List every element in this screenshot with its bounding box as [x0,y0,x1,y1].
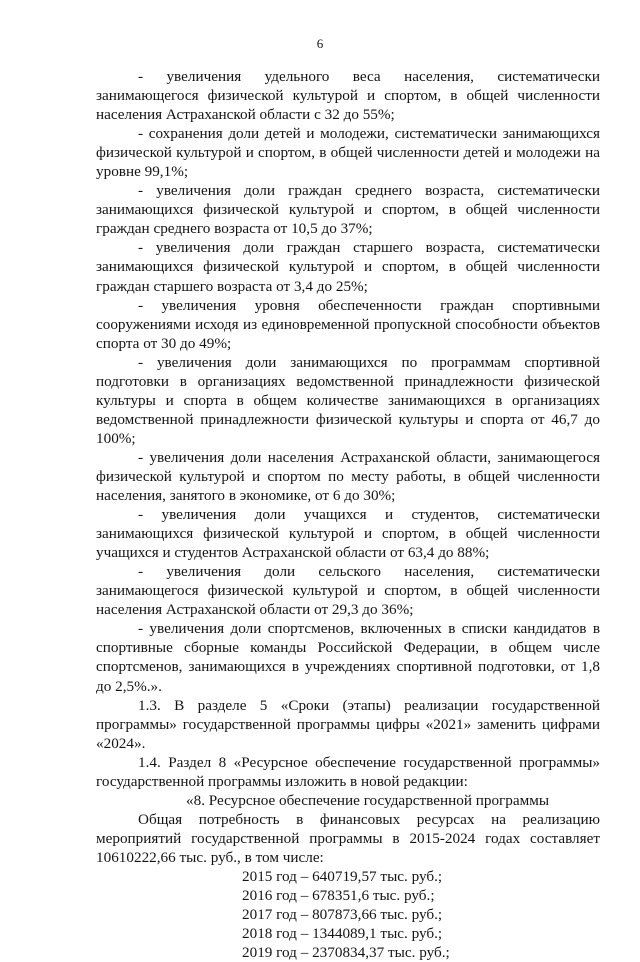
paragraph-target-senior-share: - увеличения доли граждан старшего возраста, систематически занимающихся физической культурой и спортом, в общей численности граждан старшего возраста от 3,4 до 25%; [96,239,600,295]
funding-amount-2018: 2018 год – 1344089,1 тыс. руб.; [242,925,443,943]
paragraph-target-rural-share: - увеличения доли сельского населения, систематически занимающегося физической культурой и спортом, в общей численности населения Астраханской области от 29,3 до 36%; [96,563,600,619]
paragraph-target-workplace-sports: - увеличения доли населения Астраханской области, занимающегося физической культурой и спортом по месту работы, в общей численности населения, занятого в экономике, от 6 до 30%; [96,448,600,505]
paragraph-amendment-1-4: 1.4. Раздел 8 «Ресурсное обеспечение государственной программы» государственной программы изложить в новой редакции: [96,753,600,790]
funding-amount-2015: 2015 год – 640719,57 тыс. руб.; [242,867,443,885]
funding-amount-2017: 2017 год – 807873,66 тыс. руб.; [242,906,443,924]
funding-by-year-list [96,867,600,962]
paragraph-target-middle-age-share: - увеличения доли граждан среднего возраста, систематически занимающихся физической культурой и спортом, в общей численности граждан среднего возраста от 10,5 до 37%; [96,182,600,238]
page-number: 6 [316,36,324,51]
paragraph-amendment-1-3: 1.3. В разделе 5 «Сроки (этапы) реализации государственной программы» государственной программы цифры «2021» заменить цифрами «2024». [96,696,600,752]
funding-amount-2019: 2019 год – 2370834,37 тыс. руб.; [242,944,450,962]
paragraph-target-national-teams: - увеличения доли спортсменов, включенных в списки кандидатов в спортивные сборные команды Российской Федерации, в общем числе спортсменов, занимающихся в учреждениях спортивной подготовки, от 1,8 до 2,5%.». [96,620,600,695]
paragraph-target-population-share: - увеличения удельного веса населения, систематически занимающегося физической культурой и спортом, в общей численности населения Астраханской области с 32 до 55%; [96,68,600,124]
funding-amount-2016: 2016 год – 678351,6 тыс. руб.; [242,887,435,905]
paragraph-target-youth-share: - сохранения доли детей и молодежи, систематически занимающихся физической культурой и спортом, в общей численности детей и молодежи на уровне 99,1%; [96,125,600,181]
paragraph-target-sports-training: - увеличения доли занимающихся по программам спортивной подготовки в организациях ведомственной принадлежности физической культуры и спорта в общем количестве занимающихся в организациях ведомственной принадлежности физической культуры и спорта от 46,7 до 100%; [96,353,600,447]
section-heading: «8. Ресурсное обеспечение государственной программы [186,791,550,809]
paragraph-target-students-share: - увеличения доли учащихся и студентов, систематически занимающихся физической культурой и спортом, в общей численности учащихся и студентов Астраханской области от 63,4 до 88%; [96,506,600,562]
paragraph-target-sports-facilities: - увеличения уровня обеспеченности граждан спортивными сооружениями исходя из единовременной пропускной способности объектов спорта от 30 до 49%; [96,296,600,352]
funding-intro: Общая потребность в финансовых ресурсах на реализацию мероприятий государственной программы в 2015-2024 годах составляет 10610222,66 тыс. руб., в том числе: [96,810,600,866]
document-body [96,67,600,962]
